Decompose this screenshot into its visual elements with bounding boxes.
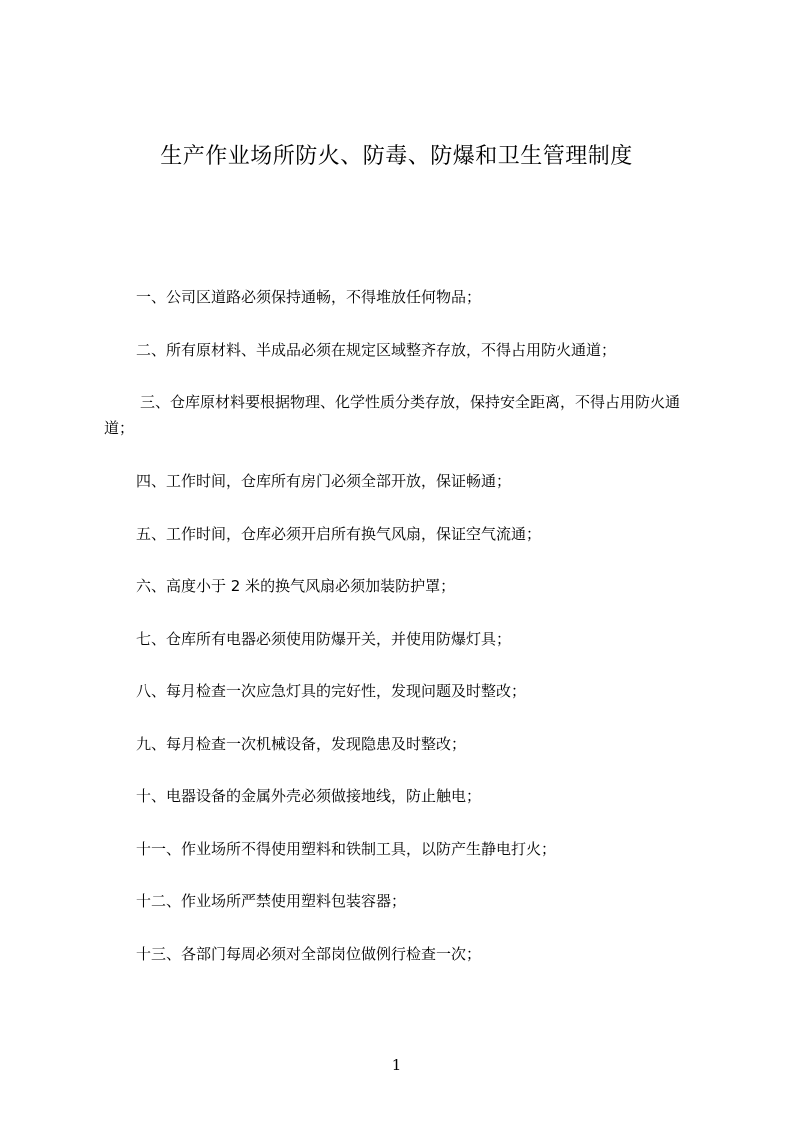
document-title: 生产作业场所防火、防毒、防爆和卫生管理制度 (160, 144, 633, 169)
rule-item-10: 十、电器设备的金属外壳必须做接地线，防止触电； (136, 787, 482, 805)
rule-item-12: 十二、作业场所严禁使用塑料包装容器； (136, 892, 407, 910)
page-number: 1 (391, 1056, 402, 1074)
rule-item-5: 五、工作时间，仓库必须开启所有换气风扇，保证空气流通； (136, 524, 542, 543)
rule-item-2: 二、所有原材料、半成品必须在规定区域整齐存放，不得占用防火通道； (136, 340, 617, 359)
rule-item-3: 三、仓库原材料要根据物理、化学性质分类存放，保持安全距离，不得占用防火通道； (104, 393, 681, 437)
rule-item-9: 九、每月检查一次机械设备，发现隐患及时整改； (136, 734, 467, 753)
rule-item-4: 四、工作时间，仓库所有房门必须全部开放，保证畅通； (136, 472, 512, 490)
rule-item-11: 十一、作业场所不得使用塑料和铁制工具，以防产生静电打火； (136, 839, 557, 858)
rule-item-13: 十三、各部门每周必须对全部岗位做例行检查一次； (136, 944, 482, 963)
rule-item-6: 六、高度小于 2 米的换气风扇必须加装防护罩； (136, 577, 456, 595)
rule-item-7: 七、仓库所有电器必须使用防爆开关，并使用防爆灯具； (136, 629, 512, 648)
rules-list (104, 284, 704, 993)
rule-item-1: 一、公司区道路必须保持通畅，不得堆放任何物品； (136, 288, 482, 306)
rule-item-8: 八、每月检查一次应急灯具的完好性，发现问题及时整改； (136, 682, 527, 700)
